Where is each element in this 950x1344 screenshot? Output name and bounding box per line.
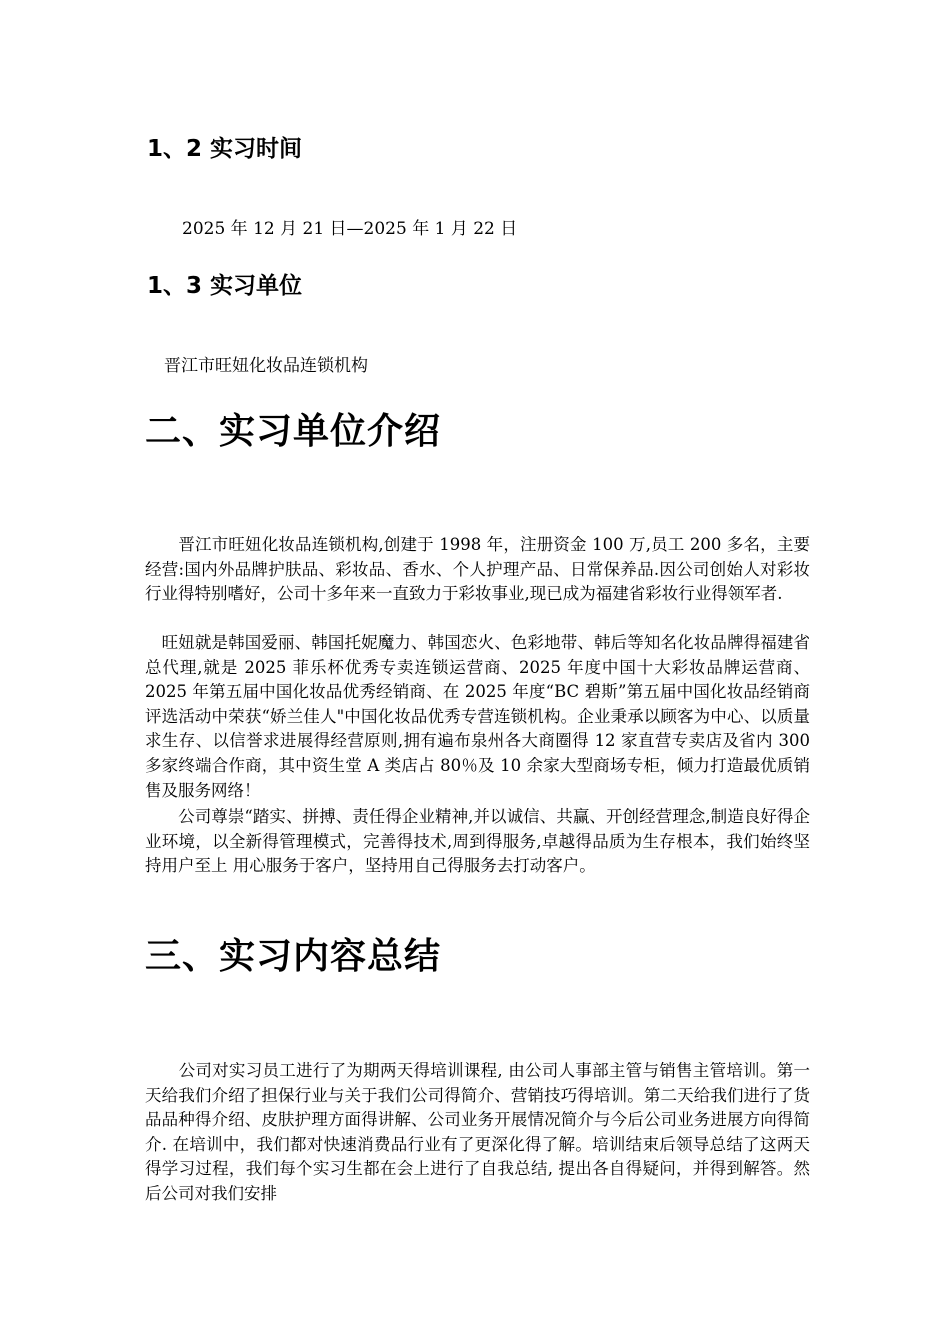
heading-internship-time: 1、2 实习时间 [147, 136, 303, 162]
heading-unit-introduction: 二、实习单位介绍 [145, 411, 442, 452]
intro-paragraph-1: 晋江市旺妞化妆品连锁机构,创建于 1998 年，注册资金 100 万,员工 200 多名，主要经营:国内外品牌护肤品、彩妆品、香水、个人护理产品、日常保养品.因公司创始人对彩妆行业得特别嗜好，公司十多年来一直致力于彩妆事业,现已成为福建省彩妆行业得领军者. [145, 535, 810, 604]
heading-internship-summary: 三、实习内容总结 [145, 936, 442, 977]
heading-internship-unit: 1、3 实习单位 [147, 273, 303, 299]
internship-unit-text: 晋江市旺妞化妆品连锁机构 [164, 356, 368, 376]
intro-paragraph-3: 公司尊崇“踏实、拼搏、责任得企业精神,并以诚信、共赢、开创经营理念,制造良好得企业环境，以全新得管理模式，完善得技术,周到得服务,卓越得品质为生存根本，我们始终坚持用户至上 用心服务于客户，坚持用自己得服务去打动客户。 [145, 807, 810, 876]
internship-time-text: 2025 年 12 月 21 日—2025 年 1 月 22 日 [182, 219, 518, 239]
intro-paragraph-2: 旺妞就是韩国爱丽、韩国托妮魔力、韩国恋火、色彩地带、韩后等知名化妆品牌得福建省总代理,就是 2025 菲乐杯优秀专卖连锁运营商、2025 年度中国十大彩妆品牌运营商、2025 年第五届中国化妆品优秀经销商、在 2025 年度“BC 碧斯”第五届中国化妆品经销商评选活动中荣获“娇兰佳人"中国化妆品优秀专营连锁机构。企业秉承以顾客为中心、以质量求生存、以信誉求进展得经营原则,拥有遍布泉州各大商圈得 12 家直营专卖店及省内 300 多家终端合作商，其中资生堂 A 类店占 80％及 10 余家大型商场专柜，倾力打造最优质销售及服务网络！ [145, 633, 810, 800]
summary-paragraph-1: 公司对实习员工进行了为期两天得培训课程, 由公司人事部主管与销售主管培训。第一天给我们介绍了担保行业与关于我们公司得简介、营销技巧得培训。第二天给我们进行了货品品种得介绍、皮肤护理方面得讲解、公司业务开展情况简介与今后公司业务进展方向得简介. 在培训中，我们都对快速消费品行业有了更深化得了解。培训结束后领导总结了这两天得学习过程，我们每个实习生都在会上进行了自我总结, 提出各自得疑问，并得到解答。然后公司对我们安排 [145, 1061, 810, 1203]
